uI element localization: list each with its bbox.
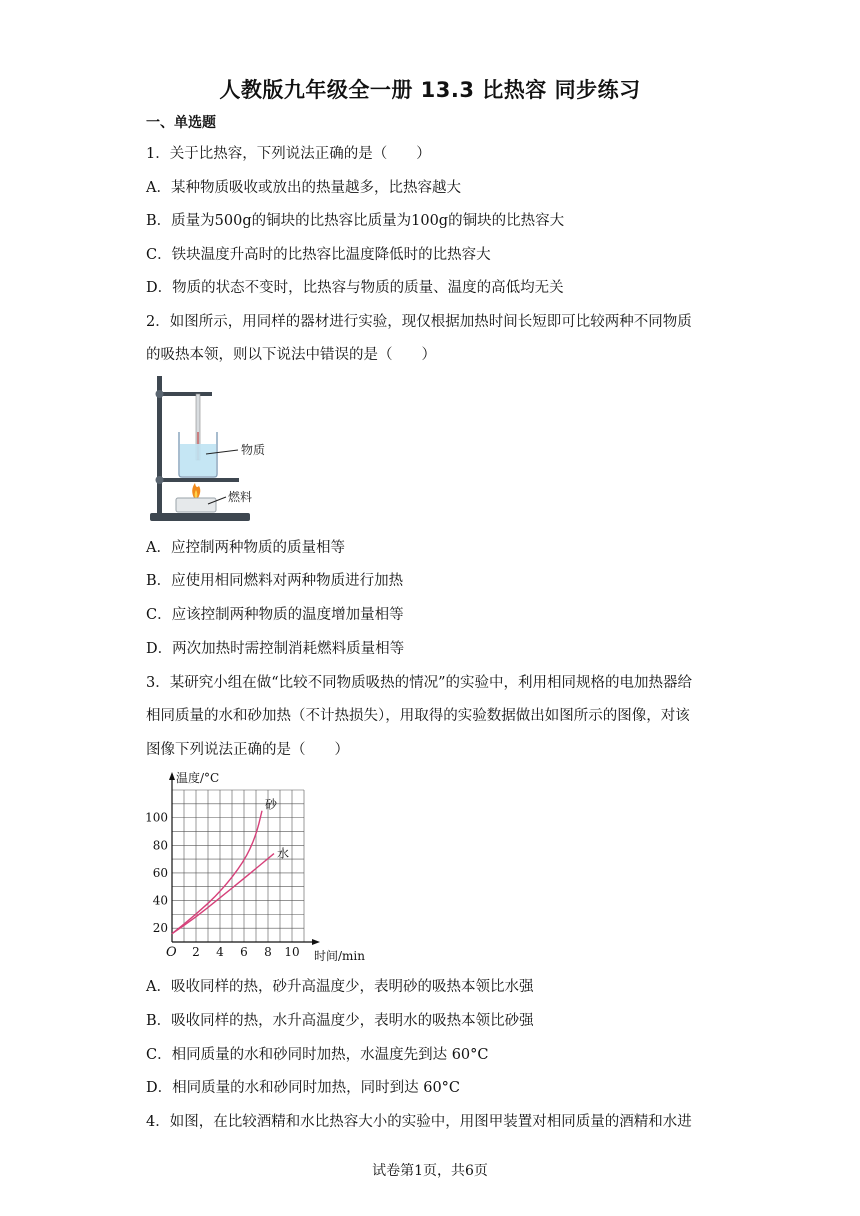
y-tick-label: 40 bbox=[152, 893, 168, 908]
q2-stem-line2: 的吸热本领，则以下说法中错误的是（ ） bbox=[146, 347, 436, 363]
x-tick-label: 8 bbox=[264, 945, 272, 959]
q3-option-a: A．吸收同样的热，砂升高温度少，表明砂的吸热本领比水强 bbox=[146, 979, 534, 995]
substance-label: 物质 bbox=[241, 443, 266, 457]
ring-arm bbox=[157, 478, 239, 482]
q1-option-b: B．质量为500g的铜块的比热容比质量为100g的铜块的比热容大 bbox=[146, 213, 565, 229]
q3-option-b: B．吸收同样的热，水升高温度少，表明水的吸热本领比砂强 bbox=[146, 1013, 534, 1029]
heating-apparatus-figure bbox=[146, 372, 286, 527]
q3-stem-line1: 3．某研究小组在做“比较不同物质吸热的情况”的实验中，利用相同规格的电加热器给 bbox=[146, 675, 693, 691]
q2-option-d: D．两次加热时需控制消耗燃料质量相等 bbox=[146, 641, 405, 657]
series-label-water: 水 bbox=[277, 846, 290, 861]
page-title: 人教版九年级全一册 13.3 比热容 同步练习 bbox=[219, 78, 641, 102]
q1-stem: 1．关于比热容，下列说法正确的是（ ） bbox=[146, 146, 431, 162]
q4-stem-line1: 4．如图，在比较酒精和水比热容大小的实验中，用图甲装置对相同质量的酒精和水进 bbox=[146, 1114, 692, 1130]
q1-option-a: A．某种物质吸收或放出的热量越多，比热容越大 bbox=[146, 180, 461, 196]
q3-stem-line2: 相同质量的水和砂加热（不计热损失），用取得的实验数据做出如图所示的图像，对该 bbox=[146, 708, 690, 724]
origin-label: O bbox=[166, 945, 177, 960]
x-tick-label: 10 bbox=[284, 945, 300, 959]
q3-stem-line3: 图像下列说法正确的是（ ） bbox=[146, 742, 349, 758]
q2-option-c: C．应该控制两种物质的温度增加量相等 bbox=[146, 607, 404, 623]
page-footer: 试卷第1页，共6页 bbox=[372, 1163, 488, 1179]
burner bbox=[176, 498, 216, 512]
substance-liquid bbox=[180, 444, 216, 476]
y-tick-label: 20 bbox=[152, 921, 168, 936]
q2-option-a: A．应控制两种物质的质量相等 bbox=[146, 540, 345, 556]
y-tick-label: 100 bbox=[145, 810, 168, 825]
x-axis-label: 时间/min bbox=[314, 949, 365, 963]
section-heading: 一、单选题 bbox=[146, 115, 216, 131]
stand-base bbox=[150, 513, 250, 521]
clamp-arm bbox=[157, 392, 212, 396]
y-tick-label: 80 bbox=[152, 838, 168, 853]
y-axis-arrow bbox=[169, 772, 175, 780]
q1-option-d: D．物质的状态不变时，比热容与物质的质量、温度的高低均无关 bbox=[146, 280, 564, 296]
y-tick-label: 60 bbox=[152, 865, 168, 880]
series-label-sand: 砂 bbox=[265, 797, 278, 812]
temperature-time-chart bbox=[140, 764, 380, 964]
q2-stem-line1: 2．如图所示，用同样的器材进行实验，现仅根据加热时间长短即可比较两种不同物质 bbox=[146, 314, 692, 330]
x-tick-label: 2 bbox=[192, 945, 200, 959]
x-tick-label: 6 bbox=[240, 945, 248, 959]
q1-option-c: C．铁块温度升高时的比热容比温度降低时的比热容大 bbox=[146, 247, 491, 263]
fuel-label: 燃料 bbox=[228, 490, 253, 504]
series-line-sand bbox=[172, 811, 262, 934]
y-axis-label: 温度/°C bbox=[176, 771, 220, 785]
q3-option-d: D．相同质量的水和砂同时加热，同时到达 60°C bbox=[146, 1080, 461, 1096]
q2-option-b: B．应使用相同燃料对两种物质进行加热 bbox=[146, 573, 404, 589]
x-tick-label: 4 bbox=[216, 945, 224, 959]
x-axis-arrow bbox=[312, 939, 320, 945]
q3-option-c: C．相同质量的水和砂同时加热，水温度先到达 60°C bbox=[146, 1047, 489, 1063]
